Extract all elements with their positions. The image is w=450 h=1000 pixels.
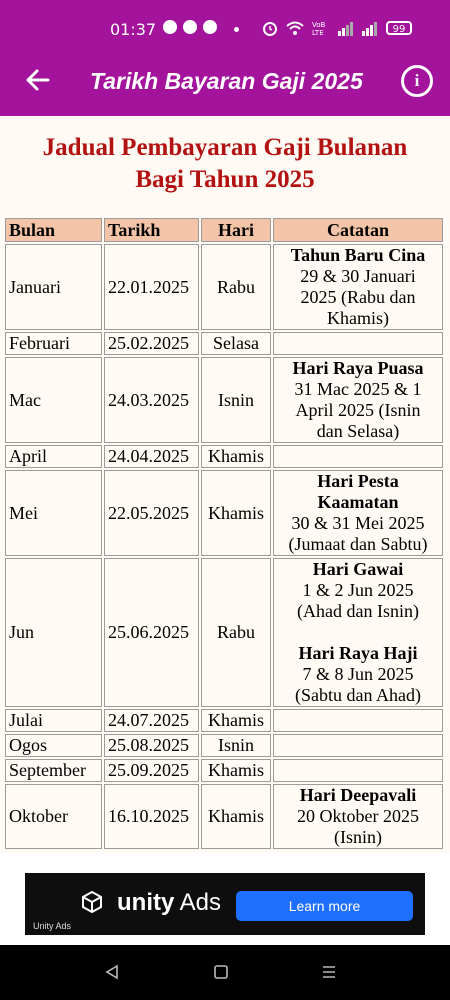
- cell-catatan: [273, 244, 443, 330]
- table-header-row: [5, 218, 443, 242]
- cell-tarikh: 16.10.2025: [104, 784, 199, 849]
- cell-tarikh: 25.02.2025: [104, 332, 199, 355]
- cell-hari: Khamis: [201, 470, 271, 556]
- note-line: (Ahad dan Isnin): [297, 601, 419, 621]
- header-tarikh: Tarikh: [104, 218, 199, 242]
- nav-recents-icon[interactable]: [321, 964, 337, 980]
- note-title: Hari Gawai: [312, 559, 404, 579]
- header-bulan: Bulan: [5, 218, 102, 242]
- table-row: [5, 558, 443, 707]
- status-bar: [0, 0, 450, 46]
- nav-home-icon[interactable]: [213, 964, 229, 980]
- cell-tarikh: 24.03.2025: [104, 357, 199, 443]
- note-line: (Isnin): [334, 827, 382, 847]
- alarm-icon: [262, 20, 278, 36]
- note-line: 30 & 31 Mei 2025: [291, 513, 425, 533]
- cell-bulan: Julai: [5, 709, 102, 732]
- ad-area: [0, 853, 450, 945]
- cell-bulan: Mei: [5, 470, 102, 556]
- note-line: 2025 (Rabu dan: [300, 287, 416, 307]
- battery-icon: 99: [386, 21, 412, 35]
- signal-icon-2: [362, 20, 378, 36]
- messenger-icon: [203, 20, 217, 34]
- cell-catatan: [273, 759, 443, 782]
- content-area[interactable]: [0, 116, 450, 853]
- cell-tarikh: 24.07.2025: [104, 709, 199, 732]
- cell-hari: Khamis: [201, 445, 271, 468]
- note-line: (Sabtu dan Ahad): [295, 685, 421, 705]
- app-title: Tarikh Bayaran Gaji 2025: [90, 68, 363, 94]
- note-line: (Jumaat dan Sabtu): [288, 534, 428, 554]
- note-line: 7 & 8 Jun 2025: [302, 664, 414, 684]
- more-notifications-icon: [234, 27, 239, 32]
- app-bar: [0, 46, 450, 116]
- note-title: Tahun Baru Cina: [290, 245, 426, 265]
- cell-tarikh: 24.04.2025: [104, 445, 199, 468]
- page-heading: [0, 132, 450, 196]
- cell-hari: Khamis: [201, 759, 271, 782]
- ad-brand-rest: Ads: [174, 889, 222, 916]
- unity-ad-banner[interactable]: [25, 873, 425, 935]
- ad-tag: [33, 921, 71, 931]
- header-hari: Hari: [201, 218, 271, 242]
- volte-icon: [312, 20, 330, 36]
- note-title: Hari Raya Puasa: [292, 358, 424, 378]
- ad-tag-ads: Ads: [55, 921, 72, 931]
- cell-catatan: [273, 470, 443, 556]
- table-row: [5, 357, 443, 443]
- ad-tag-unity: Unity: [33, 921, 54, 931]
- back-arrow-icon[interactable]: [24, 66, 52, 94]
- note-line: Khamis): [327, 308, 389, 328]
- cell-bulan: Januari: [5, 244, 102, 330]
- cell-tarikh: 25.08.2025: [104, 734, 199, 757]
- nav-back-icon[interactable]: [104, 964, 120, 980]
- info-icon[interactable]: i: [401, 65, 433, 97]
- cell-bulan: April: [5, 445, 102, 468]
- heading-line-1: Jadual Pembayaran Gaji Bulanan: [42, 134, 408, 161]
- salary-table: [3, 216, 445, 851]
- cell-bulan: Mac: [5, 357, 102, 443]
- note-gap: [277, 622, 439, 643]
- cell-catatan: [273, 734, 443, 757]
- system-nav-bar: [0, 945, 450, 1000]
- cell-catatan: [273, 558, 443, 707]
- unity-logo-icon: [81, 891, 103, 913]
- heading-line-2: Bagi Tahun 2025: [135, 166, 315, 193]
- table-row: [5, 332, 443, 355]
- ad-brand-bold: unity: [117, 889, 175, 916]
- table-row: [5, 709, 443, 732]
- cell-catatan: [273, 445, 443, 468]
- cell-hari: Isnin: [201, 734, 271, 757]
- cell-catatan: [273, 332, 443, 355]
- table-row: [5, 244, 443, 330]
- learn-more-button[interactable]: Learn more: [236, 891, 413, 921]
- cell-bulan: September: [5, 759, 102, 782]
- note-line: 29 & 30 Januari: [300, 266, 416, 286]
- note-title: Hari Deepavali: [299, 785, 417, 805]
- note-line: 31 Mac 2025 & 1: [294, 379, 422, 399]
- svg-text:LTE: LTE: [312, 29, 324, 36]
- header-catatan: Catatan: [273, 218, 443, 242]
- notification-icons: [163, 20, 217, 36]
- table-row: [5, 470, 443, 556]
- cell-hari: Isnin: [201, 357, 271, 443]
- note-title: Hari Pesta Kaamatan: [317, 471, 399, 512]
- note-title: Hari Raya Haji: [298, 643, 418, 663]
- cell-catatan: [273, 709, 443, 732]
- system-icons: [262, 20, 412, 36]
- note-line: 1 & 2 Jun 2025: [302, 580, 414, 600]
- status-time: 01:37: [110, 20, 157, 39]
- ad-brand: [117, 889, 221, 917]
- cell-hari: Rabu: [201, 558, 271, 707]
- wifi-icon: [286, 20, 304, 36]
- svg-text:VoB: VoB: [312, 21, 326, 29]
- cell-bulan: Jun: [5, 558, 102, 707]
- table-row: [5, 784, 443, 849]
- cell-catatan: [273, 784, 443, 849]
- cell-catatan: [273, 357, 443, 443]
- cell-bulan: Ogos: [5, 734, 102, 757]
- cell-tarikh: 25.06.2025: [104, 558, 199, 707]
- note-line: 20 Oktober 2025: [297, 806, 419, 826]
- table-row: [5, 734, 443, 757]
- whatsapp-icon: [163, 20, 177, 34]
- cell-bulan: Oktober: [5, 784, 102, 849]
- note-line: April 2025 (Isnin: [295, 400, 421, 420]
- cell-hari: Khamis: [201, 784, 271, 849]
- cell-hari: Selasa: [201, 332, 271, 355]
- table-row: [5, 445, 443, 468]
- facebook-icon: [183, 20, 197, 34]
- cell-tarikh: 22.05.2025: [104, 470, 199, 556]
- cell-hari: Rabu: [201, 244, 271, 330]
- cell-tarikh: 22.01.2025: [104, 244, 199, 330]
- cell-tarikh: 25.09.2025: [104, 759, 199, 782]
- signal-icon-1: [338, 20, 354, 36]
- table-row: [5, 759, 443, 782]
- cell-bulan: Februari: [5, 332, 102, 355]
- cell-hari: Khamis: [201, 709, 271, 732]
- note-line: dan Selasa): [316, 421, 400, 441]
